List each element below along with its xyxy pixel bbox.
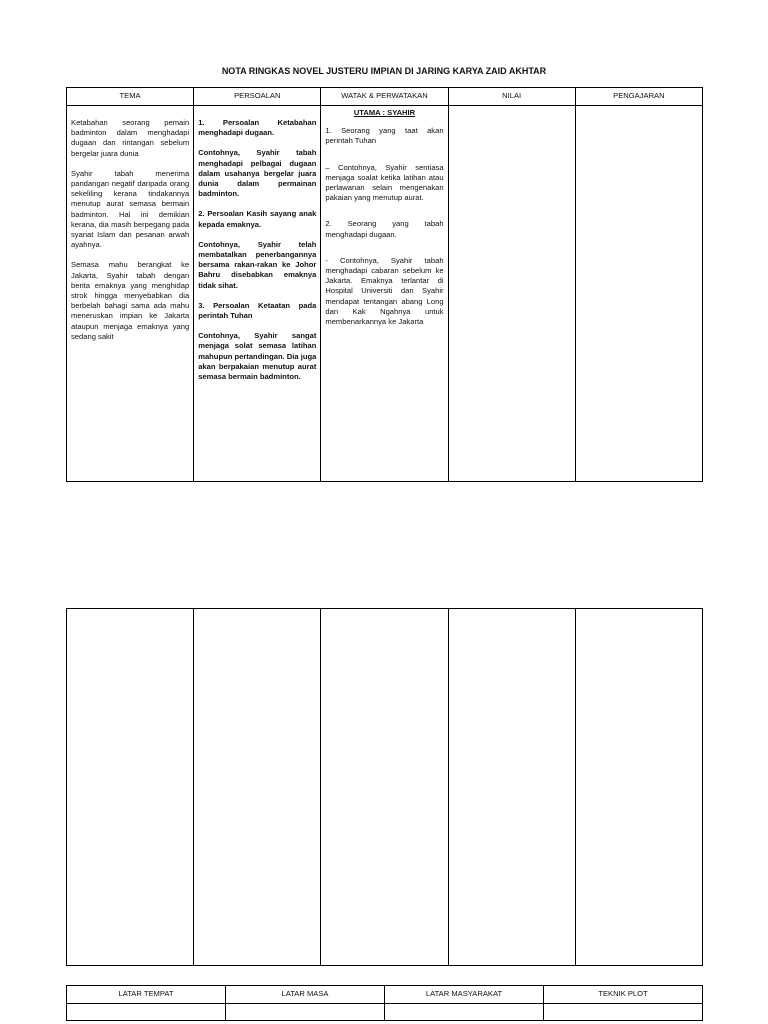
header-watak: WATAK & PERWATAKAN xyxy=(321,88,448,106)
watak-para: 2. Seorang yang tabah menghadapi dugaan. xyxy=(325,219,444,239)
persoalan-para: Contohnya, Syahir tabah menghadapi pelbagai dugaan dalam usahanya bergelar juara dunia dalam permainan badminton. xyxy=(198,148,317,199)
blank-table xyxy=(66,608,703,966)
nilai-cell xyxy=(448,106,575,482)
blank-cell xyxy=(194,609,321,966)
header-persoalan: PERSOALAN xyxy=(194,88,321,106)
blank-cell xyxy=(575,609,702,966)
header-tema: TEMA xyxy=(67,88,194,106)
tema-para: Semasa mahu berangkat ke Jakarta, Syahir tabah dengan berita emaknya yang menghidap strok hingga menyebabkan dia berbelah bahagi sama ada mahu meneruskan impian ke Jakarta ataupun menjaga emaknya yang sedang sakit xyxy=(71,260,190,341)
blank-cell xyxy=(67,609,194,966)
watak-para: - Contohnya, Syahir tabah menghadapi cabaran sebelum ke Jakarta. Emaknya terlantar di Hospital Universiti dan Syahir mendapat tentangan abang Long dan Kak Ngahnya untuk membenarkannya ke Jakarta xyxy=(325,255,444,327)
watak-para: – Contohnya, Syahir sentiasa menjaga soalat ketika latihan atau perlawanan selain mengenakan pakaian yang menutup aurat. xyxy=(325,162,444,203)
header-pengajaran: PENGAJARAN xyxy=(575,88,702,106)
blank-cell xyxy=(226,1004,385,1021)
header-latar-masa: LATAR MASA xyxy=(226,986,385,1004)
blank-cell xyxy=(448,609,575,966)
page-title: NOTA RINGKAS NOVEL JUSTERU IMPIAN DI JARING KARYA ZAID AKHTAR xyxy=(221,66,547,76)
blank-cell xyxy=(67,1004,226,1021)
notes-table xyxy=(66,87,703,482)
header-latar-tempat: LATAR TEMPAT xyxy=(67,986,226,1004)
persoalan-para: Contohnya, Syahir sangat menjaga solat semasa latihan mahupun pertandingan. Dia juga akan berpakaian menutup aurat semasa bermain badminton. xyxy=(198,331,317,382)
blank-cell xyxy=(321,609,448,966)
pengajaran-cell xyxy=(575,106,702,482)
tema-para: Syahir tabah menerima pandangan negatif daripada orang sekeliling kerana tindakannya menutup aurat semasa bermain badminton. Hal ini demikian kerana, dia masih berpegang pada syariat Islam dan pesanan arwah ayahnya. xyxy=(71,168,190,250)
blank-cell xyxy=(385,1004,544,1021)
watak-cell xyxy=(321,106,448,482)
tema-para: Ketabahan seorang pemain badminton dalam menghadapi dugaan dan rintangan sebelum bergelar juara dunia xyxy=(71,118,190,158)
persoalan-cell xyxy=(194,106,321,482)
watak-para: 1. Seorang yang taat akan perintah Tuhan xyxy=(325,126,444,146)
header-teknik-plot: TEKNIK PLOT xyxy=(544,986,703,1004)
persoalan-para: 1. Persoalan Ketabahan menghadapi dugaan. xyxy=(198,118,317,138)
persoalan-para: 3. Persoalan Ketaatan pada perintah Tuhan xyxy=(198,300,317,321)
tema-cell xyxy=(67,106,194,482)
latar-table xyxy=(66,985,703,1021)
persoalan-para: Contohnya, Syahir telah membatalkan penerbangannya bersama rakan-rakan ke Johor Bahru disebabkan emaknya tidak sihat. xyxy=(198,239,317,290)
header-nilai: NILAI xyxy=(448,88,575,106)
blank-cell xyxy=(544,1004,703,1021)
watak-heading: UTAMA : SYAHIR xyxy=(353,108,416,117)
persoalan-para: 2. Persoalan Kasih sayang anak kepada emaknya. xyxy=(198,209,317,229)
header-latar-masyarakat: LATAR MASYARAKAT xyxy=(385,986,544,1004)
